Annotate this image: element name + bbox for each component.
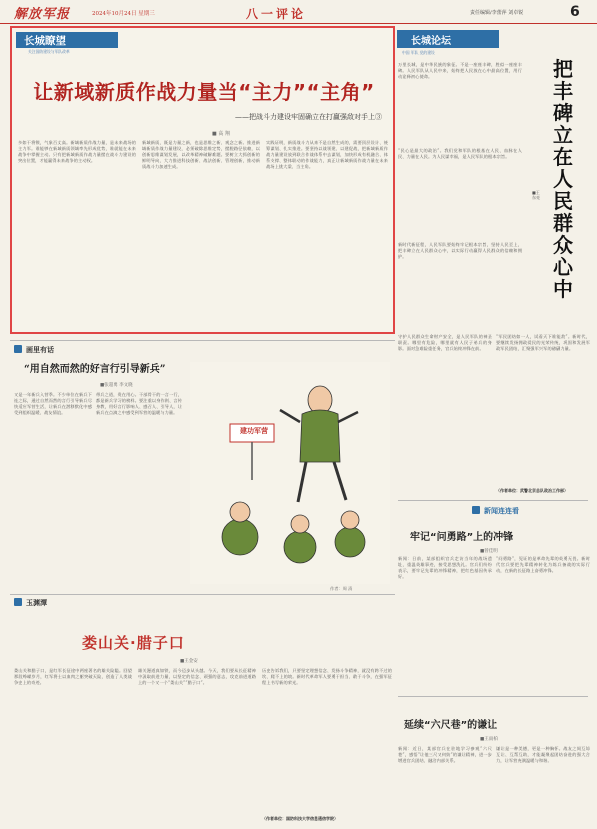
xinwen-body-2: “问勇路”，见证的是革命先辈的英勇无畏。新时代官兵要把先辈精神转化为练兵备战的实际行动，在新的长征路上奋勇冲锋。 <box>496 556 590 573</box>
divider-rule <box>398 500 588 501</box>
cartoon-sign-text: 建功军营 <box>240 426 268 435</box>
column-banner <box>16 32 118 48</box>
right-mid-body-1: 守护人民群众生命财产安全，是人民军队的神圣职责。哪里有危险，哪里就有人民子弟兵的身影。面对急难险重任务，官兵始终冲锋在前。 <box>398 334 492 351</box>
right-column-banner <box>397 30 499 48</box>
yujun-body-2: 雄关漫道真如铁，而今迈步从头越。今天，我们要从长征精神中汲取前进力量，以坚定的信念、顽强的意志，攻克前进道路上的一个又一个“娄山关”“腊子口”。 <box>138 668 256 685</box>
yujun-body-3: 历史告诉我们，只要坚定理想信念、发扬斗争精神，就没有跨不过的坎、爬不上的坡。新时代革命军人要勇于担当、敢于斗争，在强军征程上书写新的荣光。 <box>262 668 392 685</box>
masthead <box>0 0 597 24</box>
column-banner-text: 长城瞭望 <box>24 35 66 47</box>
section-marker-icon <box>472 506 480 514</box>
right-body-1: 万里长城，是中华民族的象征。不是一座座丰碑，胜似一座座丰碑。人民军队从人民中来，始终把人民放在心中最高位置，用行动诠释初心使命。 <box>398 62 522 79</box>
main-article[interactable] <box>10 26 395 334</box>
column-banner-subtitle: 关注国防建设与军队改革 <box>28 49 70 54</box>
cartoon-caption: 作者：周 清 <box>330 586 353 591</box>
newspaper-logo: 解放军报 <box>14 7 71 22</box>
divider-rule <box>10 340 395 341</box>
article-byline: ■ 高 翔 <box>212 131 230 137</box>
right-column-banner-subtitle: 中国 军队 党的建设 <box>402 50 435 55</box>
cartoon-illustration <box>190 362 390 584</box>
yujun-body-1: 娄山关和腊子口，是红军长征途中两座著名的雄关险隘。回望那段峥嵘岁月，红军将士以血肉之躯突破天险，创造了人类战争史上的奇迹。 <box>14 668 132 685</box>
yujun-footer: （作者单位：国防科技大学信息通信学院） <box>262 816 338 821</box>
right-column-banner-text: 长城论坛 <box>411 36 451 47</box>
yanxu-title: 延续“六尺巷”的谦让 <box>404 720 498 731</box>
issue-date: 2024年10月24日 星期三 <box>92 11 155 17</box>
huaxing-body-2: 带兵之道，贵在用心。干部骨干的一言一行，都是新兵学习的榜样。要注重以身作则、言传身教，用好言行影响人、感召人、引导人，让新兵在点滴之中感受到军营的温暖与力量。 <box>96 392 182 415</box>
huaxing-byline: ■张超勇 李文晓 <box>100 383 133 388</box>
section-label-yujun: 玉渊潭 <box>26 599 47 607</box>
right-mid-footer: （作者单位：武警北京总队政治工作部） <box>496 488 568 493</box>
section-marker-icon <box>14 345 22 353</box>
article-body-col1: 多如干将镆，气象百丈高。新域新质作战力量，是未来战场的主力军。谁能够在新域新质领域率先形成优势，谁就能在未来战争中掌握主动。只有把新域新质作战力量摆在战斗力建设的突出位置，才能赢得未来战争的主动权。 <box>18 140 136 163</box>
xinwen-title: 牢记“问勇路”上的冲锋 <box>410 532 514 543</box>
right-mid-body-2: “军民团结如一人，试看天下谁能敌”。新时代，要继续发扬拥政爱民的光荣传统，巩固和发展军政军民团结，汇聚强军兴军的磅礴力量。 <box>496 334 590 351</box>
section-marker-icon <box>14 598 22 606</box>
divider-rule <box>398 696 588 697</box>
article-subhead: ——把战斗力建设牢固确立在打赢强敌对手上③ <box>235 113 382 121</box>
article-body-col3: 实践证明，新质战斗力从来不是自然生成的，需要顶层设计、统筹谋划、扎实推进。要坚持以战领建、以建促战，把新域新质作战力量建设放到联合作战体系中去谋划，加快形成有机融合、体系支撑、整体联动的作战能力，真正让新域新质作战力量在未来战场上挑大梁、当主角。 <box>266 140 388 169</box>
yanxu-body-2: 谦让是一种美德，更是一种胸怀。战友之间互谅互让、互帮互助，才能凝聚起团结奋进的强大合力，让军营充满温暖与和谐。 <box>496 746 590 763</box>
yanxu-body-1: 新闻：近日，某部官兵在驻地学习参观“六尺巷”，感悟“让他三尺又何妨”的谦让精神，进一步增进官兵团结、融洽内部关系。 <box>398 746 492 763</box>
section-title: 八一评论 <box>246 7 307 21</box>
page-number: 6 <box>570 4 580 20</box>
xinwen-body-1: 新闻：日前，某部组织官兵走访当年的战场遗址，重温英雄事迹，接受思想洗礼。官兵们纷纷表示，要牢记先辈的冲锋精神，把红色基因传承好。 <box>398 556 492 579</box>
right-body-3: 新时代新征程，人民军队要始终牢记根本宗旨，坚持人民至上，把丰碑立在人民群众心中，以实际行动赢得人民群众的信赖和拥护。 <box>398 242 522 259</box>
divider-rule <box>10 594 395 595</box>
article-body-col2: 新域新质，既是力量之新，也是思维之新、观念之新。推进新域新质作战力量建设，必须破除思维定势，摆脱路径依赖，以创新思维谋划发展，以改革精神破解难题。要树立大抓创新的鲜明导向，大力推进科技创新、战法创新、管理创新，推动新质战斗力加速生成。 <box>142 140 260 169</box>
vertical-headline: 把丰碑立在人民群众心中 <box>553 57 573 301</box>
article-headline: 让新域新质作战力量当“主力”“主角” <box>33 80 375 104</box>
xinwen-byline: ■曾佳明 <box>480 549 498 554</box>
section-label-xinwen: 新闻连连看 <box>484 507 519 515</box>
yujun-byline: ■王金安 <box>180 659 198 664</box>
huaxing-title: “用自然而然的好言行引导新兵” <box>24 364 166 375</box>
huaxing-body-1: 又是一年新兵入营季。不少单位在新兵下连之际，通过自然而然的言行引导新兵尽快适应军营生活，让新兵在潜移默化中感受到组织温暖、战友情谊。 <box>14 392 92 415</box>
section-label-huaxing: 画里有话 <box>26 346 54 354</box>
yujun-title: 娄山关·腊子口 <box>82 634 185 652</box>
editor-credit: 责任编辑/李蕾萍 刘卓锐 <box>470 10 524 16</box>
right-body-2: “民心是最大的政治”。我们党和军队的根基在人民、血脉在人民、力量在人民。为人民谋幸福，是人民军队的根本宗旨。 <box>398 148 522 159</box>
vertical-byline: ■王东亮 <box>532 190 540 200</box>
yanxu-byline: ■王雨柏 <box>480 737 498 742</box>
